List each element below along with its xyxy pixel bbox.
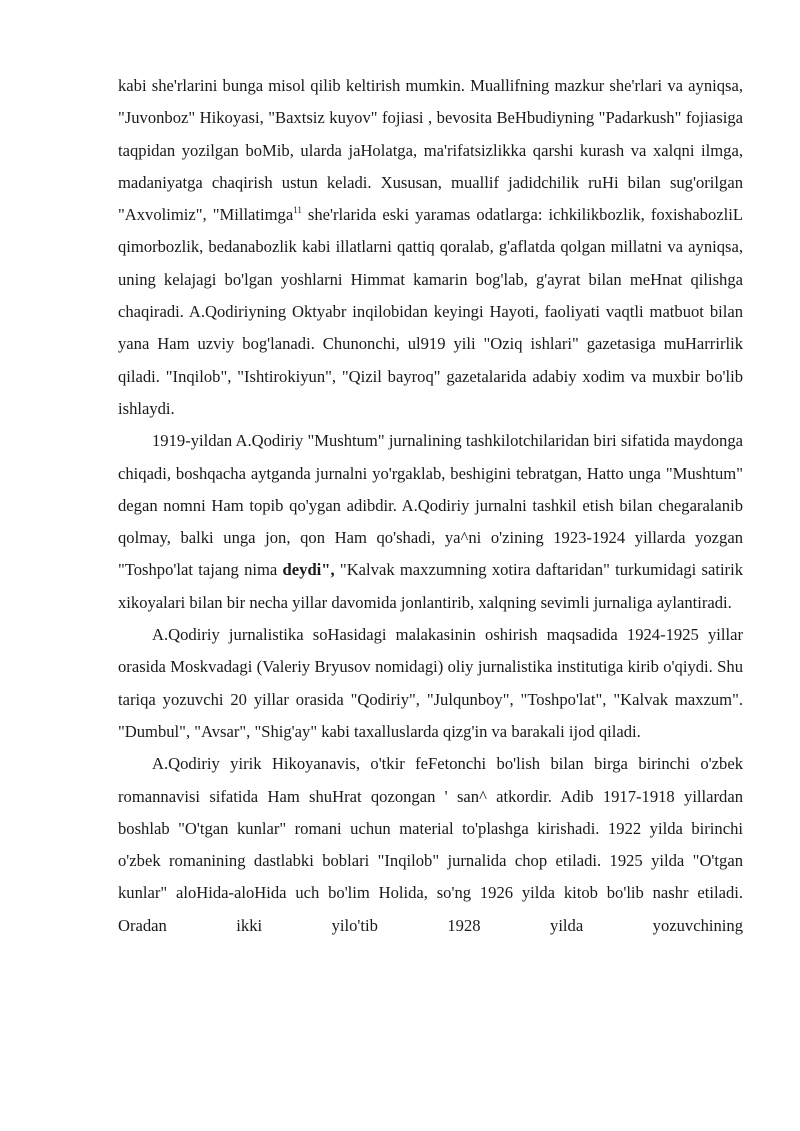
paragraph-2-bold-text: deydi", [282,560,335,580]
paragraph-1-text: kabi she'rlarini bunga misol qilib keltirish mumkin. Muallifning mazkur she'rlari va ayniqsa, "Juvonboz" Hikoyasi, "Baxtsiz kuyov" fojiasi , bevosita BeHbudiyning "Padarkush" fojiasiga taqpidan yozilgan boMib, ularda jaHolatga, ma'rifatsizlikka qarshi kurash va xalqni ilmga, madaniyatga chaqirish ustun keladi. Xususan, muallif jadidchilik ruHi bilan sug'orilgan "Axvolimiz", "Millatimga [118,76,743,225]
paragraph-2 [118,425,743,619]
paragraph-2-text-cont: "Kalvak maxzumning xotira daftaridan" turkumidagi satirik xikoyalari bilan bir necha yillar davomida jonlantirib, xalqning sevimli jurnaliga aylantiradi. [118,560,743,612]
paragraph-1-text-cont: she'rlarida eski yaramas odatlarga: ichkilikbozlik, foxishabozliL qimorbozlik, bedanabozlik kabi illatlarni qattiq qoralab, g'aflatda qolgan millatni va ayniqsa, uning kelajagi bo'lgan yoshlarni Himmat kamarin bog'lab, g'ayrat bilan meHnat qilishga chaqiradi. A.Qodiriyning Oktyabr inqilobidan keyingi Hayoti, faoliyati vaqtli matbuot bilan yana Ham uzviy bog'lanadi. Chunonchi, ul919 yili "Oziq ishlari" gazetasiga muHarrirlik qiladi. "Inqilob", "Ishtirokiyun", "Qizil bayroq" gazetalarida adabiy xodim va muxbir bo'lib ishlaydi. [118,205,743,418]
paragraph-3: A.Qodiriy jurnalistika soHasidagi malakasinin oshirish maqsadida 1924-1925 yillar orasida Moskvadagi (Valeriy Bryusov nomidagi) oliy jurnalistika institutiga kirib o'qiydi. Shu tariqa yozuvchi 20 yillar orasida "Qodiriy", "Julqunboy", "Toshpo'lat", "Kalvak maxzum". "Dumbul", "Avsar", "Shig'ay" kabi taxalluslarda qizg'in va barakali ijod qiladi. [118,625,743,741]
footnote-ref-11[interactable]: 11 [293,205,302,216]
paragraph-4: A.Qodiriy yirik Hikoyanavis, o'tkir feFetonchi bo'lish bilan birga birinchi o'zbek romannavisi sifatida Ham shuHrat qozongan ' san^ atkordir. Adib 1917-1918 yillardan boshlab "O'tgan kunlar" romani uchun material to'plashga kirishadi. 1922 yilda birinchi o'zbek romanining dastlabki boblari "Inqilob" jurnalida chop etiladi. 1925 yilda "O'tgan kunlar" aloHida-aloHida uch bo'lim Holida, so'ng 1926 yilda kitob bo'lib nashr etiladi. Oradan ikki yilo'tib 1928 yilda yozuvchining [118,754,743,935]
paragraph-1 [118,70,743,425]
document-page [118,70,743,942]
paragraph-2-text: 1919-yildan A.Qodiriy "Mushtum" jurnalining tashkilotchilaridan biri sifatida maydonga chiqadi, boshqacha aytganda jurnalni yo'rgaklab, beshigini tebratgan, Hatto unga "Mushtum" degan nomni Ham topib qo'ygan adibdir. A.Qodiriy jurnalni tashkil etish bilan chegaralanib qolmay, balki unga jon, qon Ham qo'shadi, ya^ni o'zining 1923-1924 yillarda yozgan "Toshpo'lat tajang nima [118,431,743,580]
